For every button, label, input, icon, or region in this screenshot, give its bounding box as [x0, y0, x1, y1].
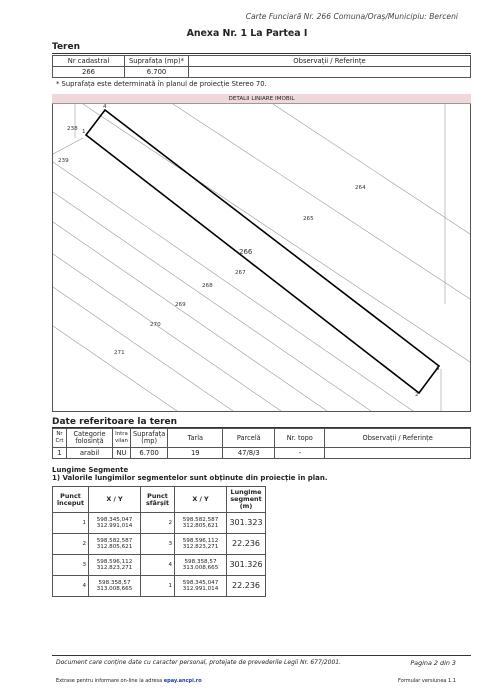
neighbor-label-268: 268 [202, 283, 213, 289]
footer-epay-link[interactable]: epay.ancpi.ro [163, 678, 202, 684]
vertex-label-3: 3 [436, 366, 440, 372]
cell-start-point: 4 [53, 576, 89, 597]
annex-title: Anexa Nr. 1 La Partea I [186, 28, 308, 39]
segments-title: Lungime Segmente [52, 466, 129, 474]
teren-divider [52, 53, 471, 54]
neighbor-line [83, 104, 470, 362]
ref-row [53, 448, 471, 459]
segment-row [53, 576, 266, 597]
footer-extract-info [56, 678, 202, 684]
neighbor-label-264: 264 [355, 185, 366, 191]
cell-nr-cadastral: 266 [53, 67, 125, 78]
cell-observatii [189, 67, 471, 78]
cell-start-xy: 598.596,112 312.823,271 [89, 555, 141, 576]
cell-nr-crt: 1 [53, 448, 67, 459]
teren-table [52, 55, 471, 78]
vertex-label-1: 1 [82, 129, 86, 135]
col-intravilan: Intra vilan [113, 429, 131, 448]
cell-tarla: 19 [168, 448, 223, 459]
neighbor-line [53, 222, 327, 411]
cell-suprafata-ref: 6.700 [131, 448, 168, 459]
header-cf-info: Carte Funciară Nr. 266 Comuna/Oraș/Municipiu: Berceni [245, 12, 458, 21]
neighbor-line [53, 162, 413, 411]
neighbor-line [53, 287, 233, 411]
col-nr-topo: Nr. topo [275, 429, 325, 448]
neighbor-label-238: 238 [67, 126, 78, 132]
teren-row [53, 67, 471, 78]
cell-end-point: 3 [141, 534, 175, 555]
teren-note: * Suprafața este determinată în planul de proiecție Stereo 70. [56, 80, 267, 88]
cell-end-xy: 598.345,047 312.991,014 [175, 576, 227, 597]
cell-length: 301.326 [227, 555, 266, 576]
col-parcela: Parcelă [223, 429, 275, 448]
cell-start-xy: 598.582,587 312.805,621 [89, 534, 141, 555]
col-xy-start: X / Y [89, 487, 141, 513]
neighbor-label-269: 269 [175, 302, 186, 308]
cell-intravilan: NU [113, 448, 131, 459]
neighbor-line [53, 254, 281, 411]
segments-table [52, 486, 266, 597]
neighbor-label-265: 265 [303, 216, 314, 222]
cell-start-xy: 598.358,57 313.008,665 [89, 576, 141, 597]
cell-end-xy: 598.596,112 312.823,271 [175, 534, 227, 555]
ref-section-title: Date referitoare la teren [52, 417, 178, 427]
cell-end-point: 4 [141, 555, 175, 576]
cell-start-point: 3 [53, 555, 89, 576]
cell-end-point: 1 [141, 576, 175, 597]
cell-length: 22.236 [227, 534, 266, 555]
col-suprafata-ref: Suprafața (mp) [131, 429, 168, 448]
cell-end-point: 2 [141, 513, 175, 534]
neighbor-line [273, 104, 470, 234]
cell-start-point: 1 [53, 513, 89, 534]
col-observatii: Observații / Referințe [189, 56, 471, 67]
col-nr-cadastral: Nr cadastral [53, 56, 125, 67]
neighbor-line [173, 104, 470, 299]
neighbor-label-271: 271 [114, 350, 125, 356]
footer-form-version: Formular versiunea 1.1 [398, 678, 456, 684]
col-suprafata: Suprafața (mp)* [125, 56, 189, 67]
neighbor-label-270: 270 [150, 322, 161, 328]
teren-section-title: Teren [52, 42, 80, 52]
segments-subtitle: 1) Valorile lungimilor segmentelor sunt obținute din proiecție în plan. [52, 474, 328, 482]
neighbor-label-267: 267 [235, 270, 246, 276]
segment-row [53, 513, 266, 534]
cell-start-xy: 598.345,047 312.991,014 [89, 513, 141, 534]
cell-suprafata: 6.700 [125, 67, 189, 78]
col-observatii-ref: Observații / Referințe [325, 429, 471, 448]
teren-header-row [53, 56, 471, 67]
neighbor-line [53, 192, 371, 411]
vertex-label-4: 4 [103, 104, 107, 110]
col-lungime: Lungime segment (m) [227, 487, 266, 513]
cell-length: 22.236 [227, 576, 266, 597]
col-xy-end: X / Y [175, 487, 227, 513]
footer-legal-note: Document care conține date cu caracter personal, protejate de prevederile Legii Nr. 677/2001. [56, 659, 341, 666]
parcel-label: 266 [239, 248, 253, 256]
vertex-label-2: 2 [415, 392, 419, 398]
ref-header-row [53, 429, 471, 448]
segments-header-row [53, 487, 266, 513]
cell-nr-topo: - [275, 448, 325, 459]
neighbor-label-239: 239 [58, 158, 69, 164]
cell-end-xy: 598.358,57 313.008,665 [175, 555, 227, 576]
footer-extract-text: Extrase pentru informare on-line la adresa [56, 678, 163, 684]
footer-divider [52, 655, 471, 656]
cell-categorie: arabil [67, 448, 113, 459]
ref-table [52, 428, 471, 459]
parcel-map [53, 104, 470, 411]
footer-page-number: Pagina 2 din 3 [410, 659, 456, 667]
cell-observatii-ref [325, 448, 471, 459]
segment-row [53, 534, 266, 555]
col-categorie: Categorie folosință [67, 429, 113, 448]
cell-length: 301.323 [227, 513, 266, 534]
segment-row [53, 555, 266, 576]
cell-parcela: 47/8/3 [223, 448, 275, 459]
cell-end-xy: 598.582,587 312.805,621 [175, 513, 227, 534]
col-punct-sfarsit: Punct sfârșit [141, 487, 175, 513]
col-nr-crt: Nr Crt [53, 429, 67, 448]
col-punct-inceput: Punct început [53, 487, 89, 513]
cell-start-point: 2 [53, 534, 89, 555]
neighbor-line [53, 326, 177, 411]
map-header: DETALII LINIARE IMOBIL [52, 94, 471, 104]
col-tarla: Tarla [168, 429, 223, 448]
neighbor-line [53, 138, 83, 154]
neighbor-boundaries [53, 104, 470, 411]
